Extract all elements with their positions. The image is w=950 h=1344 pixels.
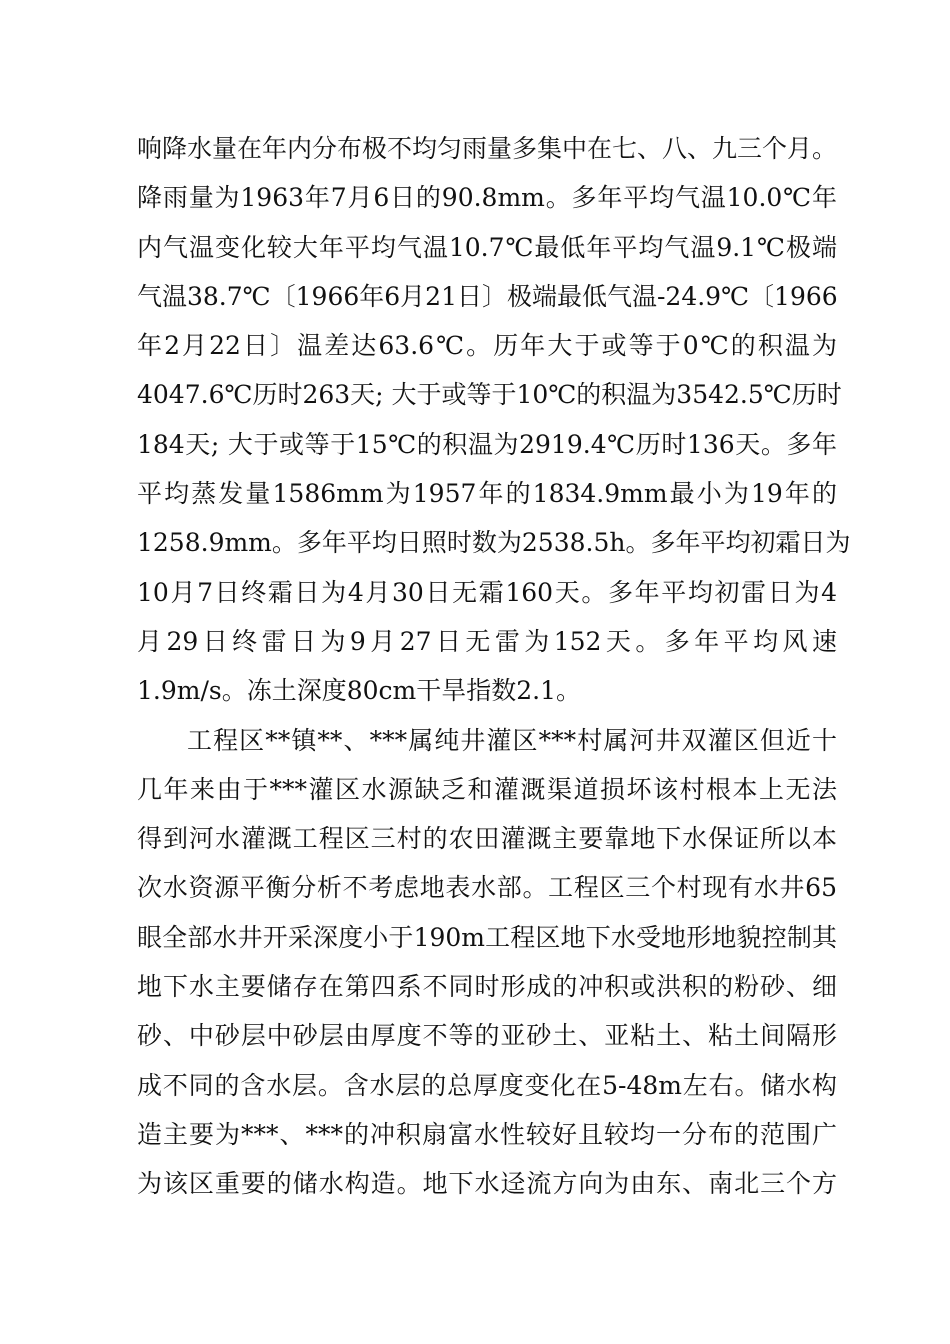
text-line: 年2月22日〕温差达63.6℃。历年大于或等于0℃的积温为 (137, 331, 837, 361)
text-line: 工程区**镇**、***属纯井灌区***村属河井双灌区但近十 (187, 725, 837, 755)
text-line: 内气温变化较大年平均气温10.7℃最低年平均气温9.1℃极端 (137, 232, 837, 262)
text-line: 眼全部水井开采深度小于190m工程区地下水受地形地貌控制其 (137, 922, 837, 952)
text-line: 次水资源平衡分析不考虑地表水部。工程区三个村现有水井65 (137, 873, 837, 903)
text-line: 月29日终雷日为9月27日无雷为152天。多年平均风速 (137, 626, 837, 656)
text-line: 气温38.7℃〔1966年6月21日〕极端最低气温-24.9℃〔1966 (137, 281, 838, 311)
paragraph-climate (137, 129, 851, 721)
text-line: 响降水量在年内分布极不均匀雨量多集中在七、八、九三个月。 (137, 134, 838, 163)
text-line: 1.9m/s。冻土深度80cm干旱指数2.1。 (137, 676, 581, 706)
text-line: 几年来由于***灌区水源缺乏和灌溉渠道损坏该村根本上无法 (137, 774, 837, 804)
text-line: 成不同的含水层。含水层的总厚度变化在5-48m左右。储水构 (137, 1070, 837, 1100)
text-line: 4047.6℃历时263天; 大于或等于10℃的积温为3542.5℃历时 (137, 380, 842, 410)
text-line: 1258.9mm。多年平均日照时数为2538.5h。多年平均初霜日为 (137, 528, 851, 558)
text-line: 得到河水灌溉工程区三村的农田灌溉主要靠地下水保证所以本 (137, 824, 837, 854)
text-line: 砂、中砂层中砂层由厚度不等的亚砂土、亚粘土、粘土间隔形 (137, 1021, 837, 1051)
text-line: 平均蒸发量1586mm为1957年的1834.9mm最小为19年的 (137, 479, 837, 509)
body-text (137, 129, 851, 1214)
text-line: 地下水主要储存在第四系不同时形成的冲积或洪积的粉砂、细 (137, 972, 837, 1002)
paragraph-groundwater (137, 721, 837, 1214)
text-line: 10月7日终霜日为4月30日无霜160天。多年平均初雷日为4 (137, 577, 837, 607)
text-line: 184天; 大于或等于15℃的积温为2919.4℃历时136天。多年 (137, 429, 837, 459)
text-line: 降雨量为1963年7月6日的90.8mm。多年平均气温10.0℃年 (137, 183, 837, 213)
text-line: 造主要为***、***的冲积扇富水性较好且较均一分布的范围广 (137, 1119, 837, 1149)
text-line: 为该区重要的储水构造。地下水迳流方向为由东、南北三个方 (137, 1169, 837, 1199)
